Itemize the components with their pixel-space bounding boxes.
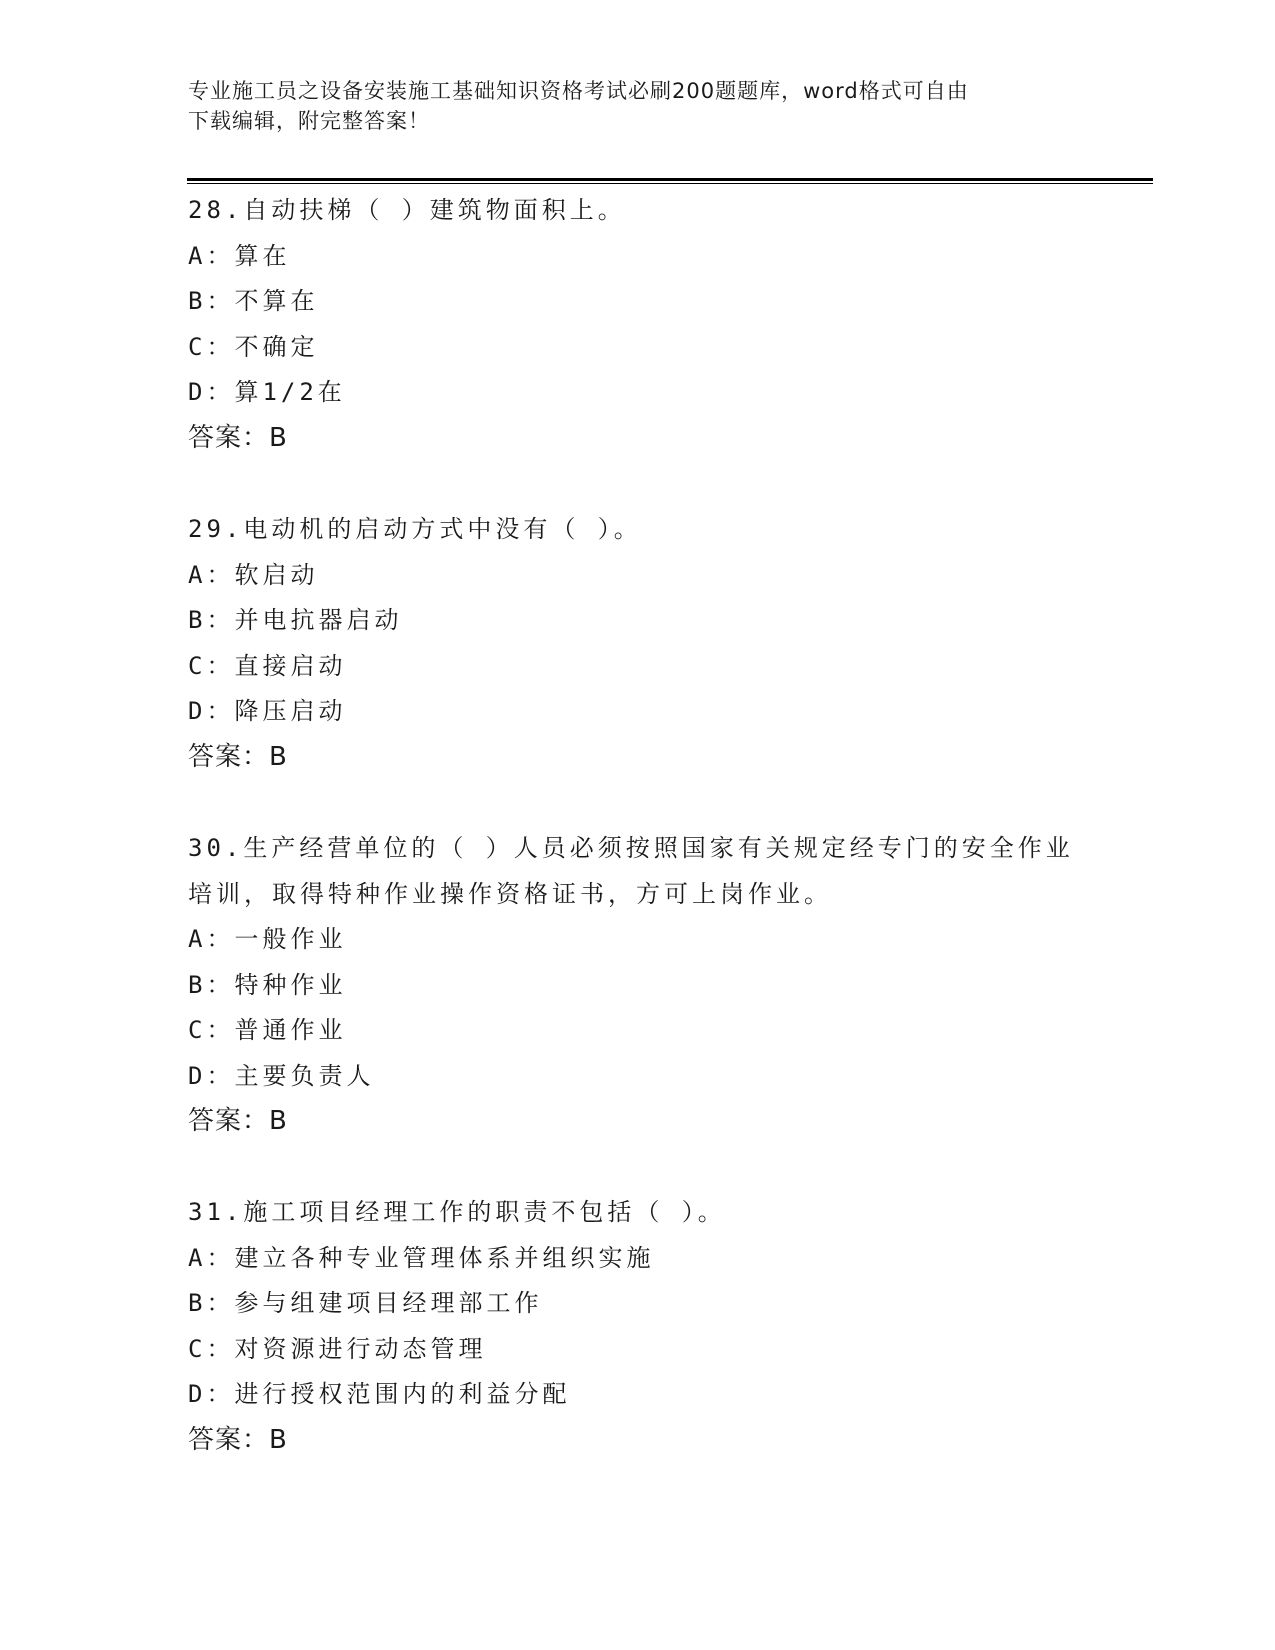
option-c: C：普通作业 <box>188 1016 347 1044</box>
option-a: A：一般作业 <box>188 925 347 953</box>
option-a: A：算在 <box>188 241 291 270</box>
document-header <box>188 76 1068 136</box>
answer-line: 答案：B <box>188 741 288 772</box>
option-b: B：特种作业 <box>188 970 347 999</box>
option-d: D：主要负责人 <box>188 1061 375 1090</box>
header-line-2: 下载编辑，附完整答案！ <box>188 109 430 133</box>
question-stem: 28.自动扶梯（ ）建筑物面积上。 <box>188 196 626 224</box>
option-d: D：算1/2在 <box>188 378 346 406</box>
header-line-1: 专业施工员之设备安装施工基础知识资格考试必刷200题题库，word格式可自由 <box>188 79 969 103</box>
option-b: B：并电抗器启动 <box>188 606 403 634</box>
option-a: A：软启动 <box>188 560 319 589</box>
option-d: D：降压启动 <box>188 697 347 725</box>
header-divider-thick <box>187 178 1153 181</box>
option-d: D：进行授权范围内的利益分配 <box>188 1380 571 1408</box>
answer-line: 答案：B <box>188 422 288 453</box>
question-block <box>188 188 1078 461</box>
option-c: C：不确定 <box>188 332 319 361</box>
option-b: B：不算在 <box>188 287 319 315</box>
question-block <box>188 507 1078 780</box>
answer-line: 答案：B <box>188 1106 288 1136</box>
header-divider-thin <box>187 183 1153 184</box>
question-stem: 30.生产经营单位的（ ）人员必须按照国家有关规定经专门的安全作业培训，取得特种作业操作资格证书，方可上岗作业。 <box>188 834 1074 908</box>
answer-line: 答案：B <box>188 1424 288 1455</box>
question-block <box>188 1190 1078 1463</box>
question-stem: 29.电动机的启动方式中没有（ ）。 <box>188 515 642 543</box>
question-block <box>188 826 1078 1145</box>
question-stem: 31.施工项目经理工作的职责不包括（ ）。 <box>188 1198 726 1226</box>
option-a: A：建立各种专业管理体系并组织实施 <box>188 1243 655 1272</box>
option-c: C：对资源进行动态管理 <box>188 1334 487 1363</box>
option-c: C：直接启动 <box>188 651 347 680</box>
option-b: B：参与组建项目经理部工作 <box>188 1289 543 1317</box>
